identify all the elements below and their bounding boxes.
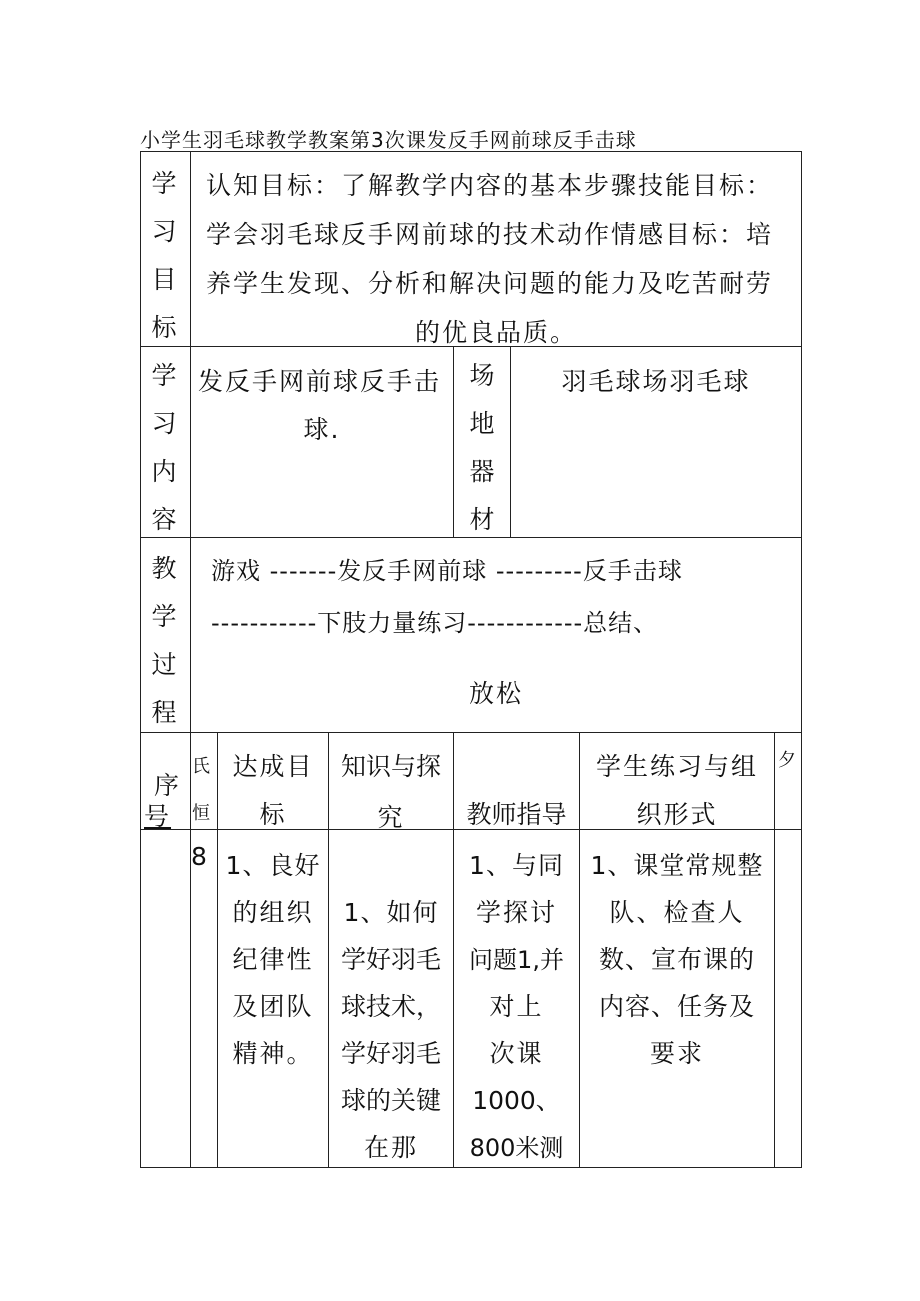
goals-label-char: 习 (151, 217, 177, 246)
row1-student-line: 1、课堂常规整 (590, 851, 764, 880)
header-goal-1: 达成目 (232, 752, 314, 781)
header-time-2: 恒 (192, 803, 212, 824)
row1-knowledge-line: 球技术， (340, 992, 441, 1021)
header-student-1: 学生练习与组 (595, 752, 758, 781)
row1-goal-line: 纪律性 (232, 945, 314, 974)
venue-text: 羽毛球场羽毛球 (561, 367, 751, 396)
row1-knowledge-line: 学好羽毛 (340, 945, 441, 974)
goals-label (148, 160, 180, 352)
process-label-char: 学 (151, 602, 177, 631)
page-title: 小学生羽毛球教学教案第3次课发反手网前球反手击球 (140, 128, 637, 152)
header-goal-2: 标 (259, 800, 287, 829)
row1-teacher-line: 次课 (489, 1039, 544, 1068)
row1-goal-line: 及团队 (232, 992, 314, 1021)
process-label (148, 545, 180, 737)
content-text-line-2: 球. (303, 415, 341, 444)
row1-knowledge-line: 1、如何 (343, 898, 439, 927)
venue-label-char: 器 (469, 457, 495, 486)
process-label-char: 过 (151, 650, 177, 679)
venue-label-char: 地 (469, 409, 495, 438)
row1-knowledge-line: 在那 (363, 1133, 418, 1162)
row1-student-line: 要求 (649, 1039, 704, 1068)
row1-teacher-line: 800米测 (469, 1134, 564, 1162)
row1-goal-line: 的组织 (232, 898, 314, 927)
goals-label-char: 目 (151, 265, 177, 294)
header-knowledge-2: 究 (377, 803, 405, 832)
header-student-2: 织形式 (636, 800, 718, 829)
row1-knowledge-line: 学好羽毛 (340, 1039, 441, 1068)
row1-knowledge-line: 球的关键 (340, 1086, 441, 1115)
venue-label-char: 材 (469, 505, 495, 534)
header-time-1: 氏 (192, 756, 212, 777)
process-label-char: 教 (151, 554, 177, 583)
row1-student-line: 队、检查人 (609, 898, 745, 927)
header-teacher: 教师指导 (466, 800, 567, 829)
content-text-line-1: 发反手网前球反手击 (198, 367, 442, 396)
goals-line-3: 养学生发现、分析和解决问题的能力及吃苦耐劳 (206, 269, 774, 298)
row1-goal-line: 精神。 (232, 1039, 314, 1068)
row1-time: 8 (191, 842, 209, 871)
goals-label-char: 学 (151, 169, 177, 198)
row1-last-cell (774, 829, 802, 1168)
row1-teacher-line: 对上 (489, 992, 544, 1021)
row1-teacher-line: 1、与同 (469, 851, 564, 880)
goals-line-2: 学会羽毛球反手网前球的技术动作情感目标：培 (206, 220, 774, 249)
header-last: 夕 (778, 750, 798, 771)
venue-label (466, 352, 498, 544)
row1-teacher-line: 1000、 (472, 1086, 561, 1115)
header-knowledge-1: 知识与探 (340, 752, 441, 781)
content-label-char: 学 (151, 361, 177, 390)
row1-student-line: 数、宣布课的 (598, 945, 755, 974)
row1-teacher-line: 学探讨 (475, 898, 557, 927)
content-label-char: 内 (151, 457, 177, 486)
goals-label-char: 标 (151, 313, 177, 342)
goals-line-4: 的优良品质。 (414, 318, 577, 347)
header-seq-2: 号 (144, 802, 172, 831)
venue-label-char: 场 (469, 361, 495, 390)
row1-goal-line: 1、良好 (225, 851, 321, 880)
content-label-char: 容 (151, 505, 177, 534)
goals-line-1: 认知目标：了解教学内容的基本步骤技能目标： (206, 171, 774, 200)
content-label-char: 习 (151, 409, 177, 438)
process-line-2: -----------下肢力量练习------------总结、 (211, 609, 659, 637)
row1-seq-cell (140, 829, 191, 1168)
process-label-char: 程 (151, 698, 177, 727)
row1-teacher-line: 问题1,并 (469, 946, 564, 974)
row1-time-cell (190, 829, 218, 1168)
process-line-3: 放松 (468, 679, 523, 708)
row1-student-line: 内容、任务及 (598, 992, 755, 1021)
header-seq-1: 序 (154, 771, 182, 800)
process-line-1: 游戏 -------发反手网前球 ---------反手击球 (211, 557, 683, 585)
content-label (148, 352, 180, 544)
